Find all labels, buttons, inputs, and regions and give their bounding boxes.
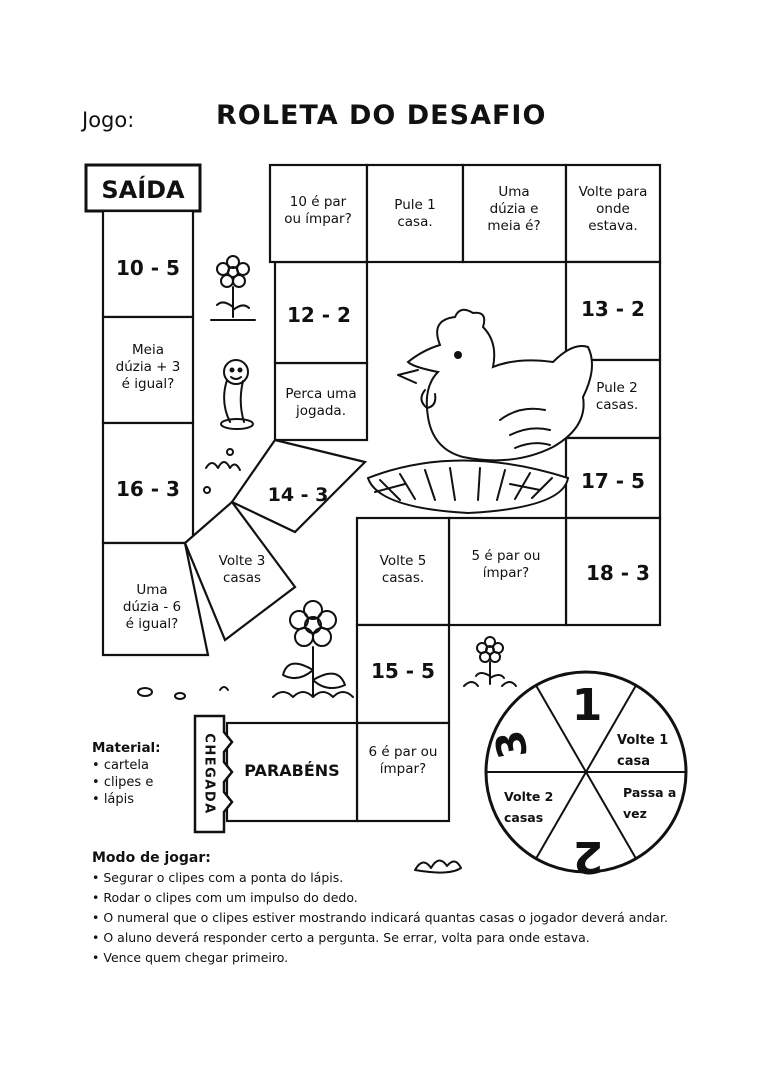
board-cell-20[interactable] bbox=[357, 723, 449, 821]
flower-icon bbox=[464, 637, 516, 686]
cell-text bbox=[586, 561, 650, 585]
cell-text-line: é igual? bbox=[125, 616, 179, 632]
cell-text bbox=[371, 659, 435, 683]
cell-text bbox=[596, 380, 638, 413]
cell-text-line: Volte 5 bbox=[379, 553, 427, 569]
flower-icon bbox=[211, 256, 255, 320]
board-cell-11[interactable] bbox=[463, 165, 566, 262]
cell-text-line: estava. bbox=[588, 218, 638, 234]
material-item: • clipes e bbox=[92, 774, 161, 791]
cell-text-line: casas. bbox=[595, 397, 639, 413]
cell-text-line: 12 - 2 bbox=[287, 303, 351, 327]
instructions-title: Modo de jogar: bbox=[92, 850, 211, 866]
cell-text-line: Volte para bbox=[578, 184, 648, 200]
wheel-number-1: 1 bbox=[571, 680, 603, 731]
cell-text-line: Pule 2 bbox=[596, 380, 638, 396]
instructions-section bbox=[92, 848, 668, 968]
cell-text-line: casa. bbox=[397, 214, 433, 230]
cell-text bbox=[581, 469, 645, 493]
finish-label: CHEGADA bbox=[201, 733, 217, 815]
board-cell-15[interactable] bbox=[566, 438, 660, 518]
board-cell-17[interactable] bbox=[449, 518, 566, 625]
cell-text-line: 18 - 3 bbox=[586, 561, 650, 585]
cell-text-line: casas bbox=[222, 570, 262, 586]
cell-text-line: 14 - 3 bbox=[267, 484, 329, 506]
board-cell-6[interactable] bbox=[232, 440, 365, 532]
instruction-step: • O aluno deverá responder certo a pergunta. Se errar, volta para onde estava. bbox=[92, 928, 668, 948]
cell-text-line: casas. bbox=[381, 570, 425, 586]
material-list bbox=[92, 757, 161, 808]
cell-text-line: casa bbox=[617, 754, 650, 769]
material-item: • cartela bbox=[92, 757, 161, 774]
cell-text bbox=[116, 477, 180, 501]
cell-text-line: Uma bbox=[498, 184, 530, 200]
instruction-step: • Rodar o clipes com um impulso do dedo. bbox=[92, 888, 668, 908]
cell-text bbox=[394, 197, 435, 230]
game-title: ROLETA DO DESAFIO bbox=[216, 100, 547, 131]
cell-text-line: PARABÉNS bbox=[244, 761, 340, 780]
board-cell-3[interactable] bbox=[103, 423, 193, 543]
cell-text-line: dúzia - 6 bbox=[122, 599, 182, 615]
material-section bbox=[92, 740, 161, 808]
cell-text-line: 10 - 5 bbox=[116, 256, 180, 280]
board-cell-2[interactable] bbox=[103, 317, 193, 423]
cell-text-line: dúzia + 3 bbox=[115, 359, 181, 375]
cell-text-line: dúzia e bbox=[489, 201, 539, 217]
cell-text-line: 16 - 3 bbox=[116, 477, 180, 501]
cell-text-line: Passa a bbox=[623, 785, 677, 800]
cell-text-line: Uma bbox=[136, 582, 168, 598]
instruction-step: • Vence quem chegar primeiro. bbox=[92, 948, 668, 968]
cell-text-line: meia é? bbox=[487, 218, 541, 234]
cell-text-line: Volte 1 bbox=[617, 733, 669, 748]
cell-text-line: Volte 3 bbox=[218, 553, 266, 569]
board-cell-19[interactable] bbox=[357, 625, 449, 723]
cell-text-line: Volte 2 bbox=[504, 789, 554, 804]
cell-text bbox=[287, 303, 351, 327]
instructions-list bbox=[92, 868, 668, 968]
wheel-number-2: 2 bbox=[572, 831, 604, 882]
cell-text-line: 6 é par ou bbox=[368, 744, 438, 760]
cell-text-line: Meia bbox=[132, 342, 164, 358]
cell-text bbox=[116, 256, 180, 280]
wheel-number-3: 3 bbox=[487, 726, 538, 762]
hen-icon bbox=[398, 310, 592, 461]
board-cell-8[interactable] bbox=[275, 262, 367, 363]
cell-text bbox=[219, 553, 266, 586]
flower-icon bbox=[273, 601, 353, 697]
cell-text bbox=[285, 386, 356, 419]
cell-text-line: Perca uma bbox=[285, 386, 357, 402]
cell-text-line: ímpar? bbox=[379, 761, 427, 777]
cell-text-line: 15 - 5 bbox=[371, 659, 435, 683]
cell-text-line: 5 é par ou bbox=[471, 548, 541, 564]
cell-text-line: onde bbox=[596, 201, 630, 217]
material-item: • lápis bbox=[92, 791, 161, 808]
board-cell-7[interactable] bbox=[275, 363, 367, 440]
board-cell-18[interactable] bbox=[357, 518, 449, 625]
cell-text-line: 17 - 5 bbox=[581, 469, 645, 493]
start-sign bbox=[86, 165, 200, 211]
cell-text-line: jogada. bbox=[296, 403, 346, 419]
board-cell-10[interactable] bbox=[367, 165, 463, 262]
material-title: Material: bbox=[92, 740, 161, 756]
cell-text-line: Pule 1 bbox=[394, 197, 436, 213]
cell-text bbox=[380, 553, 427, 586]
instruction-step: • Segurar o clipes com a ponta do lápis. bbox=[92, 868, 668, 888]
cell-text-line: vez bbox=[623, 806, 647, 821]
start-label: SAÍDA bbox=[101, 176, 185, 204]
cell-text-line: é igual? bbox=[121, 376, 175, 392]
cell-text bbox=[284, 194, 352, 227]
grass-icon bbox=[206, 462, 240, 470]
cell-text bbox=[268, 484, 329, 506]
cell-text-line: 10 é par bbox=[289, 194, 347, 210]
cell-text-line: casas bbox=[504, 810, 544, 825]
board-cell-1[interactable] bbox=[103, 211, 193, 317]
cell-text-line: ímpar? bbox=[482, 565, 530, 581]
board-cell-9[interactable] bbox=[270, 165, 367, 262]
nest-icon bbox=[368, 461, 568, 514]
worm-icon bbox=[221, 360, 253, 429]
cell-text bbox=[244, 761, 339, 780]
board-cell-finish[interactable] bbox=[227, 723, 357, 821]
cell-text bbox=[581, 297, 645, 321]
cell-text-line: 13 - 2 bbox=[581, 297, 645, 321]
board-cell-12[interactable] bbox=[566, 165, 660, 262]
board-cell-16[interactable] bbox=[566, 518, 660, 625]
cell-text-line: ou ímpar? bbox=[284, 211, 352, 227]
game-label: Jogo: bbox=[82, 108, 135, 132]
instruction-step: • O numeral que o clipes estiver mostrando indicará quantas casas o jogador deverá andar. bbox=[92, 908, 668, 928]
